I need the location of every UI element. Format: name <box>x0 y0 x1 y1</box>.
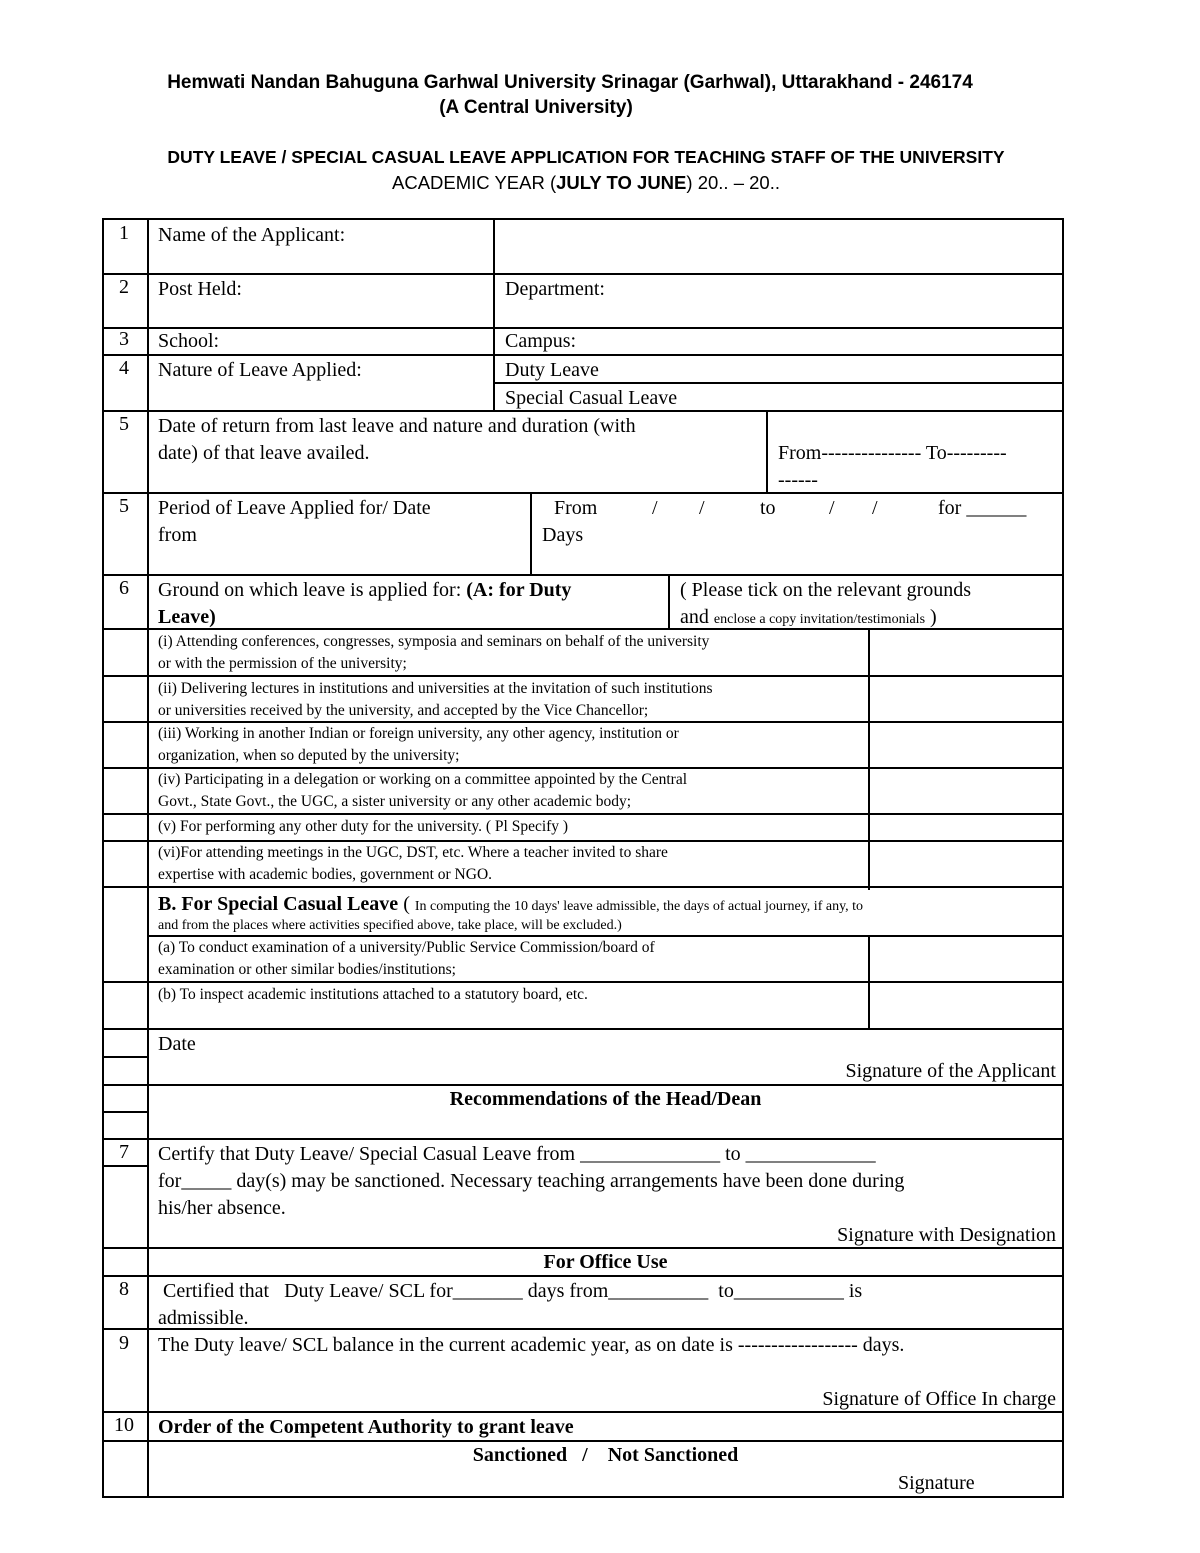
school-label[interactable]: School: <box>158 330 220 352</box>
form-title: DUTY LEAVE / SPECIAL CASUAL LEAVE APPLICATION FOR TEACHING STAFF OF THE UNIVERSITY <box>167 147 1005 167</box>
date-slash: / <box>652 497 658 519</box>
ground-a-5: (v) For performing any other duty for the university. ( Pl Specify ) <box>158 818 569 835</box>
period-days-label: Days <box>542 524 584 546</box>
row-number: 10 <box>114 1414 134 1436</box>
grounds-label-cont: Leave) <box>158 606 216 628</box>
section-b-title: B. For Special Casual Leave ( In computing the 10 days' leave admissible, the days of actual journey, if any, to <box>158 893 864 915</box>
office-certified-line2: admissible. <box>158 1307 249 1329</box>
order-title: Order of the Competent Authority to grant leave <box>158 1416 574 1438</box>
applicant-name-label: Name of the Applicant: <box>158 224 346 246</box>
ground-a-6-tick-box[interactable] <box>872 842 1060 884</box>
tick-instruction: ( Please tick on the relevant grounds <box>680 579 972 601</box>
university-name: Hemwati Nandan Bahuguna Garhwal University Srinagar (Garhwal), Uttarakhand - 246174 <box>167 72 973 93</box>
nature-of-leave-label: Nature of Leave Applied: <box>158 359 362 381</box>
head-signature[interactable]: Signature with Designation <box>837 1224 1056 1246</box>
ground-b-2-tick-box[interactable] <box>872 984 1060 1026</box>
certify-line3: his/her absence. <box>158 1197 286 1219</box>
authority-signature[interactable]: Signature <box>898 1472 975 1494</box>
campus-label[interactable]: Campus: <box>505 330 577 352</box>
duty-leave-option[interactable]: Duty Leave <box>505 359 599 381</box>
period-from-label: From <box>554 497 598 519</box>
section-b-note: and from the places where activities specified above, take place, will be excluded.) <box>158 918 622 933</box>
ground-b-1: (a) To conduct examination of a university/Public Service Commission/board of examination or other similar bodies/institutions; <box>158 939 655 978</box>
row-number: 1 <box>119 222 129 244</box>
certify-line2[interactable]: for_____ day(s) may be sanctioned. Necessary teaching arrangements have been done during <box>158 1170 905 1192</box>
period-label-line1: Period of Leave Applied for/ Date <box>158 497 431 519</box>
row-number: 2 <box>119 276 129 298</box>
office-certified-line1[interactable]: Certified that Duty Leave/ SCL for_______ days from__________ to___________ is <box>158 1280 863 1302</box>
academic-year-line: ACADEMIC YEAR (JULY TO JUNE) 20.. – 20.. <box>392 172 780 193</box>
ground-a-6: (vi)For attending meetings in the UGC, DST, etc. Where a teacher invited to share expertise with academic bodies, government or NGO. <box>158 844 668 883</box>
date-slash: / <box>829 497 835 519</box>
central-university-line: (A Central University) <box>439 97 633 118</box>
ground-a-3-tick-box[interactable] <box>872 723 1060 765</box>
row-number: 6 <box>119 577 129 599</box>
post-held-label[interactable]: Post Held: <box>158 278 242 300</box>
application-form-table <box>102 218 1064 1498</box>
applicant-signature[interactable]: Signature of the Applicant <box>845 1060 1056 1082</box>
last-leave-from-to[interactable]: From--------------- To--------- <box>778 442 1007 464</box>
last-leave-label-line2: date) of that leave availed. <box>158 442 370 464</box>
sanction-options[interactable]: Sanctioned / Not Sanctioned <box>472 1444 739 1466</box>
period-to-label: to <box>760 497 776 519</box>
ground-a-2-tick-box[interactable] <box>872 678 1060 720</box>
tick-instruction-cont: and enclose a copy invitation/testimonials ) <box>680 606 937 628</box>
leave-balance-line[interactable]: The Duty leave/ SCL balance in the current academic year, as on date is ------------------ days. <box>158 1334 905 1356</box>
certify-line1[interactable]: Certify that Duty Leave/ Special Casual Leave from ______________ to _____________ <box>158 1143 876 1165</box>
row-number: 9 <box>119 1332 129 1354</box>
recommendations-title: Recommendations of the Head/Dean <box>449 1088 762 1110</box>
office-use-title: For Office Use <box>543 1251 668 1273</box>
special-casual-leave-option[interactable]: Special Casual Leave <box>505 387 678 409</box>
row-number: 5 <box>119 413 129 435</box>
ground-a-4: (iv) Participating in a delegation or working on a committee appointed by the Central Govt., State Govt., the UGC, a sister university or any other academic body; <box>158 771 688 810</box>
date-label[interactable]: Date <box>158 1033 196 1055</box>
office-signature[interactable]: Signature of Office In charge <box>822 1388 1056 1410</box>
date-slash: / <box>699 497 705 519</box>
period-label-line2: from <box>158 524 197 546</box>
row-number: 8 <box>119 1278 129 1300</box>
row-number: 7 <box>119 1141 129 1163</box>
last-leave-label-line1: Date of return from last leave and nature and duration (with <box>158 415 636 437</box>
ground-a-1: (i) Attending conferences, congresses, symposia and seminars on behalf of the university or with the permission of the university; <box>158 633 710 672</box>
ground-a-1-tick-box[interactable] <box>872 631 1060 673</box>
grounds-label: Ground on which leave is applied for: (A: for Duty <box>158 579 572 601</box>
ground-a-4-tick-box[interactable] <box>872 769 1060 811</box>
ground-a-5-tick-box[interactable] <box>872 816 1060 838</box>
ground-a-3: (iii) Working in another Indian or foreign university, any other agency, institution or organization, when so deputed by the university; <box>158 725 679 764</box>
ground-b-1-tick-box[interactable] <box>872 937 1060 979</box>
row-number: 5 <box>119 495 129 517</box>
last-leave-from-to-cont: ------ <box>778 469 818 491</box>
ground-a-2: (ii) Delivering lectures in institutions and universities at the invitation of such institutions or universities received by the university, and accepted by the Vice Chancellor; <box>158 680 713 719</box>
row-number: 3 <box>119 328 129 350</box>
department-label[interactable]: Department: <box>505 278 605 300</box>
period-for-days-field[interactable]: for ______ <box>938 497 1027 519</box>
ground-b-2: (b) To inspect academic institutions attached to a statutory board, etc. <box>158 986 588 1003</box>
date-slash: / <box>872 497 878 519</box>
applicant-name-field[interactable] <box>497 222 1057 270</box>
row-number: 4 <box>119 357 129 379</box>
